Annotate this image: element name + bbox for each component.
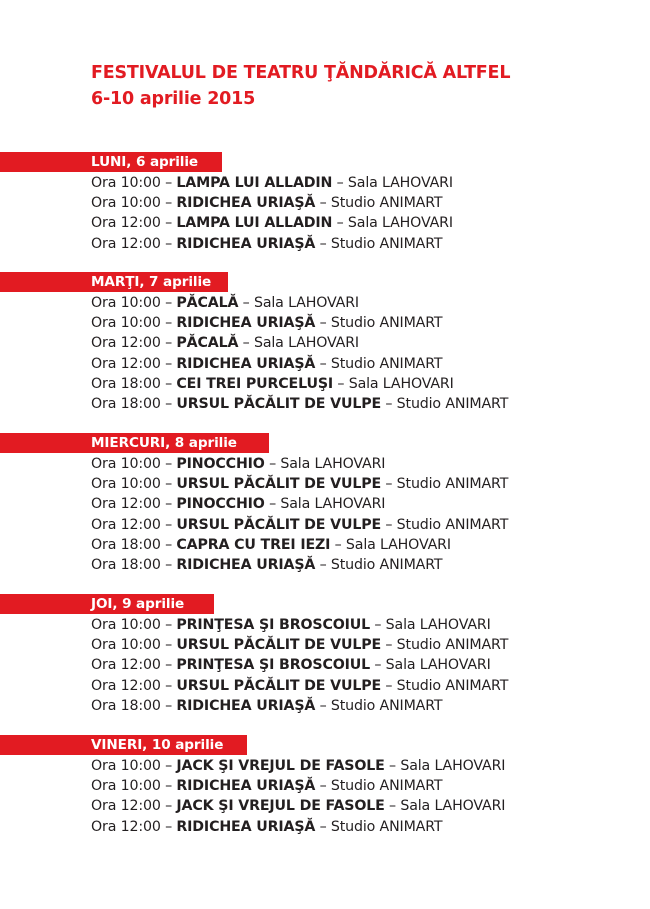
day-header	[0, 272, 650, 292]
row-venue: – Studio ANIMART	[315, 235, 443, 252]
row-venue: – Sala LAHOVARI	[264, 496, 386, 513]
row-venue: – Sala LAHOVARI	[332, 215, 453, 232]
row-show-title: LAMPA LUI ALLADIN	[176, 175, 333, 191]
day-block-friday	[0, 735, 650, 837]
schedule-row	[0, 474, 650, 494]
row-venue: – Studio ANIMART	[381, 395, 509, 412]
day-label: MIERCURI, 8 aprilie	[91, 435, 237, 451]
day-header	[0, 152, 650, 172]
row-time: Ora 10:00 –	[91, 456, 177, 472]
row-venue: – Sala LAHOVARI	[238, 295, 359, 311]
row-venue: – Sala LAHOVARI	[330, 536, 451, 553]
page-title	[91, 60, 510, 112]
schedule-row	[0, 635, 650, 655]
row-time: Ora 10:00 –	[91, 175, 177, 191]
row-time: Ora 12:00 –	[91, 677, 177, 694]
row-show-title: JACK ŞI VREJUL DE FASOLE	[176, 798, 385, 815]
row-venue: – Studio ANIMART	[315, 315, 443, 332]
row-time: Ora 10:00 –	[91, 758, 177, 774]
schedule-row	[0, 796, 650, 816]
day-block-wednesday	[0, 433, 650, 575]
day-label: JOI, 9 aprilie	[91, 596, 185, 612]
row-show-title: RIDICHEA URIAŞĂ	[176, 556, 316, 573]
schedule-row	[0, 454, 650, 474]
row-show-title: URSUL PĂCĂLIT DE VULPE	[176, 677, 382, 694]
row-time: Ora 12:00 –	[91, 215, 177, 232]
row-time: Ora 12:00 –	[91, 496, 177, 513]
row-venue: – Sala LAHOVARI	[384, 798, 506, 815]
row-show-title: RIDICHEA URIAŞĂ	[176, 235, 316, 252]
schedule-row	[0, 555, 650, 575]
row-venue: – Studio ANIMART	[315, 697, 443, 714]
row-show-title: CEI TREI PURCELUŞI	[176, 375, 334, 392]
row-time: Ora 12:00 –	[91, 335, 177, 352]
row-venue: – Studio ANIMART	[381, 516, 509, 533]
row-time: Ora 10:00 –	[91, 195, 177, 212]
row-time: Ora 18:00 –	[91, 556, 177, 573]
row-venue: – Sala LAHOVARI	[384, 758, 506, 774]
row-show-title: PĂCALĂ	[176, 295, 239, 311]
row-venue: – Studio ANIMART	[315, 556, 443, 573]
row-time: Ora 10:00 –	[91, 617, 177, 633]
row-show-title: URSUL PĂCĂLIT DE VULPE	[176, 637, 382, 654]
row-time: Ora 10:00 –	[91, 315, 177, 332]
row-venue: – Studio ANIMART	[381, 476, 509, 493]
row-show-title: RIDICHEA URIAŞĂ	[176, 818, 316, 835]
row-venue: – Studio ANIMART	[381, 637, 509, 654]
title-line-festival: FESTIVALUL DE TEATRU ŢĂNDĂRICĂ ALTFEL	[91, 63, 511, 83]
schedule-row	[0, 756, 650, 776]
day-block-monday	[0, 152, 650, 254]
row-show-title: RIDICHEA URIAŞĂ	[176, 697, 316, 714]
day-label: LUNI, 6 aprilie	[91, 154, 199, 170]
schedule-row	[0, 333, 650, 353]
row-show-title: JACK ŞI VREJUL DE FASOLE	[176, 758, 385, 774]
title-line-dates: 6-10 aprilie 2015	[91, 89, 256, 109]
schedule-row	[0, 776, 650, 796]
schedule-row	[0, 354, 650, 374]
row-venue: – Sala LAHOVARI	[238, 335, 359, 352]
day-header	[0, 433, 650, 453]
day-label: VINERI, 10 aprilie	[91, 737, 224, 753]
row-show-title: PRINŢESA ŞI BROSCOIUL	[176, 617, 371, 633]
row-show-title: PINOCCHIO	[176, 456, 265, 472]
row-show-title: RIDICHEA URIAŞĂ	[176, 195, 316, 212]
row-show-title: URSUL PĂCĂLIT DE VULPE	[176, 395, 382, 412]
row-time: Ora 12:00 –	[91, 516, 177, 533]
schedule-row	[0, 193, 650, 213]
row-show-title: RIDICHEA URIAŞĂ	[176, 315, 316, 332]
row-time: Ora 10:00 –	[91, 295, 177, 311]
row-show-title: URSUL PĂCĂLIT DE VULPE	[176, 476, 382, 493]
schedule-row	[0, 173, 650, 193]
row-venue: – Sala LAHOVARI	[370, 657, 491, 674]
schedule-row	[0, 655, 650, 675]
schedule-row	[0, 494, 650, 514]
schedule-row	[0, 817, 650, 837]
row-time: Ora 18:00 –	[91, 395, 177, 412]
row-venue: – Sala LAHOVARI	[333, 375, 454, 392]
schedule-row	[0, 696, 650, 716]
schedule-row	[0, 535, 650, 555]
day-label: MARŢI, 7 aprilie	[91, 274, 212, 290]
row-venue: – Studio ANIMART	[315, 778, 443, 795]
row-time: Ora 12:00 –	[91, 355, 177, 372]
schedule-row	[0, 213, 650, 233]
row-venue: – Sala LAHOVARI	[264, 456, 386, 472]
row-venue: – Sala LAHOVARI	[332, 175, 453, 191]
row-venue: – Studio ANIMART	[381, 677, 509, 694]
row-time: Ora 12:00 –	[91, 798, 177, 815]
row-time: Ora 18:00 –	[91, 375, 177, 392]
schedule-row	[0, 515, 650, 535]
schedule-row	[0, 374, 650, 394]
row-time: Ora 10:00 –	[91, 637, 177, 654]
row-time: Ora 12:00 –	[91, 657, 177, 674]
schedule-row	[0, 676, 650, 696]
row-time: Ora 10:00 –	[91, 476, 177, 493]
row-venue: – Studio ANIMART	[315, 355, 443, 372]
schedule-row	[0, 615, 650, 635]
day-header	[0, 735, 650, 755]
row-venue: – Studio ANIMART	[315, 195, 443, 212]
row-show-title: RIDICHEA URIAŞĂ	[176, 355, 316, 372]
row-show-title: PĂCALĂ	[176, 335, 239, 352]
row-time: Ora 10:00 –	[91, 778, 177, 795]
row-time: Ora 18:00 –	[91, 536, 177, 553]
row-venue: – Studio ANIMART	[315, 818, 443, 835]
row-show-title: URSUL PĂCĂLIT DE VULPE	[176, 516, 382, 533]
row-time: Ora 12:00 –	[91, 818, 177, 835]
row-venue: – Sala LAHOVARI	[370, 617, 491, 633]
row-time: Ora 12:00 –	[91, 235, 177, 252]
row-show-title: PRINŢESA ŞI BROSCOIUL	[176, 657, 371, 674]
schedule-row	[0, 234, 650, 254]
row-show-title: LAMPA LUI ALLADIN	[176, 215, 333, 232]
schedule-row	[0, 394, 650, 414]
row-show-title: PINOCCHIO	[176, 496, 265, 513]
day-block-tuesday	[0, 272, 650, 414]
day-header	[0, 594, 650, 614]
row-show-title: RIDICHEA URIAŞĂ	[176, 778, 316, 795]
schedule-row	[0, 293, 650, 313]
schedule-row	[0, 313, 650, 333]
row-show-title: CAPRA CU TREI IEZI	[176, 536, 331, 553]
day-block-thursday	[0, 594, 650, 716]
row-time: Ora 18:00 –	[91, 697, 177, 714]
